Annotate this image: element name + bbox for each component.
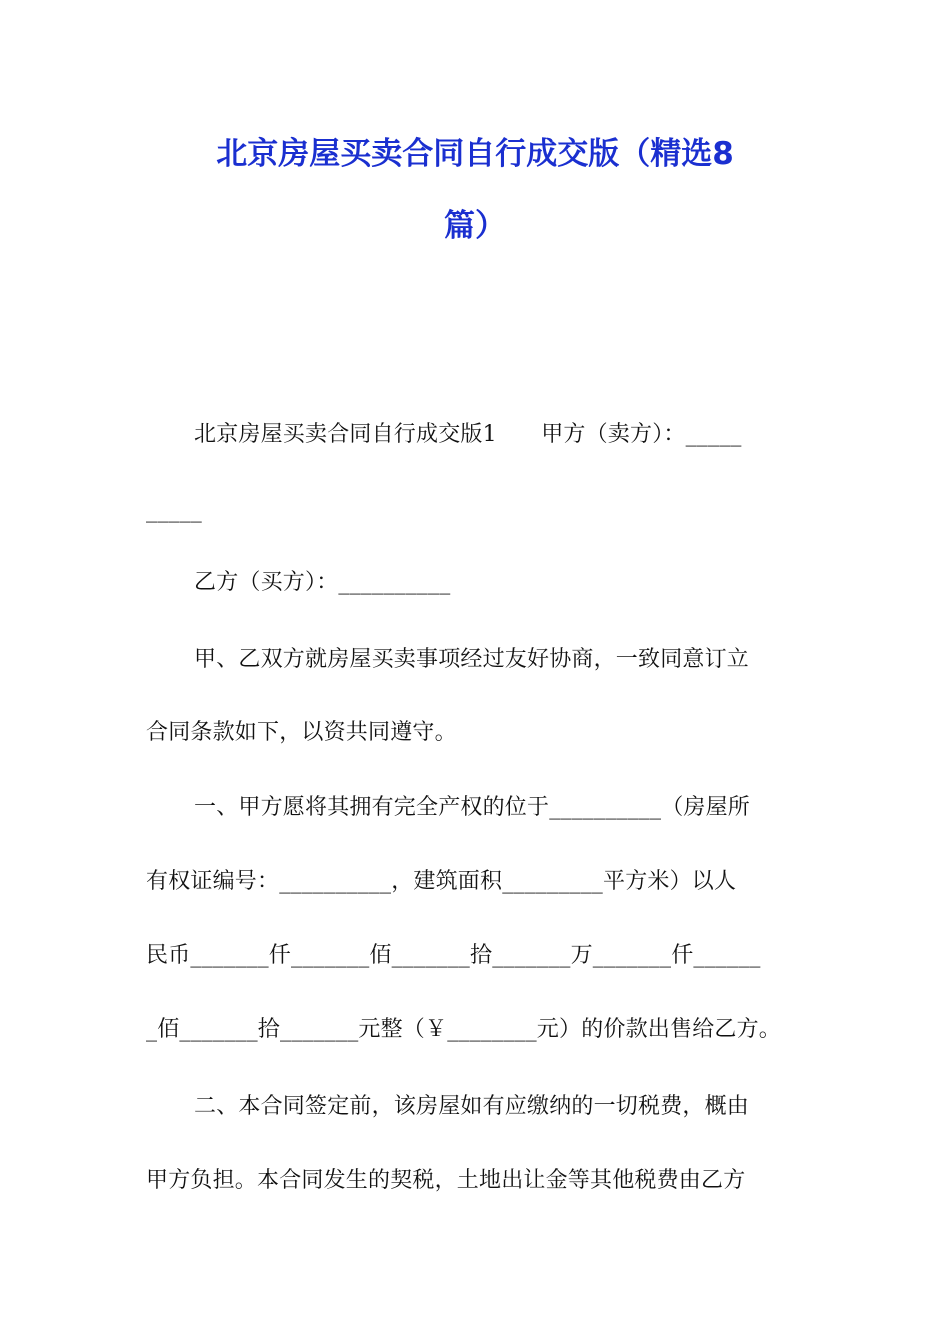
- paragraph-line: 二、本合同签定前，该房屋如有应缴纳的一切税费，概由: [194, 1094, 750, 1119]
- paragraph-line: 合同条款如下，以资共同遵守。: [146, 720, 457, 745]
- paragraph-line: 甲方负担。本合同发生的契税，土地出让金等其他税费由乙方: [146, 1168, 746, 1193]
- paragraph-line: 民币_______仟_______佰_______拾_______万_______仟______: [146, 943, 761, 968]
- paragraph-line: _____: [146, 498, 202, 523]
- paragraph-line: 有权证编号：__________，建筑面积_________平方米）以人: [146, 869, 737, 894]
- document-title-line-1: 北京房屋买卖合同自行成交版（精选8: [216, 136, 734, 172]
- paragraph-line: 乙方（买方）：__________: [194, 570, 451, 595]
- paragraph-line: 一、甲方愿将其拥有完全产权的位于__________（房屋所: [194, 795, 751, 820]
- document-title-line-2: 篇）: [444, 208, 506, 244]
- paragraph-line: 甲、乙双方就房屋买卖事项经过友好协商，一致同意订立: [194, 647, 750, 672]
- paragraph-line: _佰_______拾_______元整（￥________元）的价款出售给乙方。: [146, 1017, 782, 1042]
- paragraph-line: 北京房屋买卖合同自行成交版1 甲方（卖方）：_____: [194, 422, 742, 447]
